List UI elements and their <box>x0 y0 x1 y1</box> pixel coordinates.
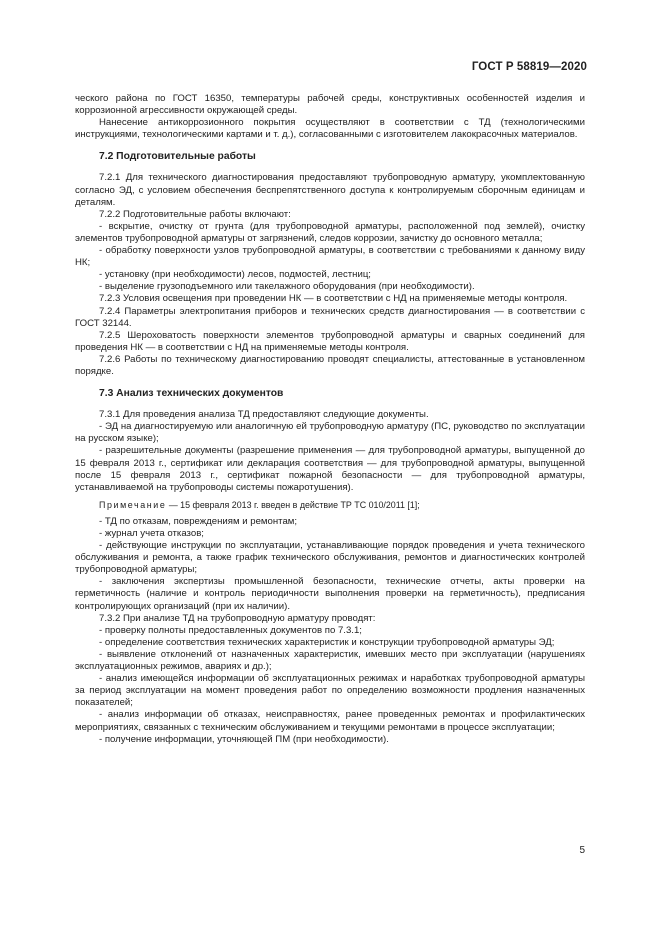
paragraph: 7.3.2 При анализе ТД на трубопроводную арматуру проводят: <box>99 612 376 624</box>
list-item: - заключения экспертизы промышленной безопасности, технические отчеты, акты проверки на герметичность (наличие и контроль периодичности выполнения проверки на герметичность), предписания контролирующих организаций (при их наличии). <box>75 576 585 612</box>
document-code: ГОСТ Р 58819—2020 <box>471 61 587 73</box>
list-item: - журнал учета отказов; <box>99 528 204 539</box>
list-item: - проверку полноты предоставленных документов по 7.3.1; <box>99 624 362 636</box>
list-item: - выделение грузоподъемного или такелажного оборудования (при необходимости). <box>99 281 475 293</box>
document-body <box>75 93 585 746</box>
list-item: - установку (при необходимости) лесов, подмостей, лестниц; <box>99 269 371 281</box>
page-number: 5 <box>579 845 585 856</box>
paragraph: 7.2.1 Для технического диагностирования предоставляют трубопроводную арматуру, укомплектованную согласно ЭД, с условием обеспечения беспрепятственного доступа к контролируемым сборочным единицам и деталям. <box>75 172 585 208</box>
paragraph: Нанесение антикоррозионного покрытия осуществляют в соответствии с ТД (технологическими инструкциями, технологическими картами и т. д.), согласованными с изготовителем лакокрасочных материалов. <box>75 117 585 141</box>
list-item: - ТД по отказам, повреждениям и ремонтам; <box>99 515 298 527</box>
paragraph: 7.2.2 Подготовительные работы включают: <box>99 208 291 220</box>
list-item: - обработку поверхности узлов трубопроводной арматуры, в соответствии с требованиями к данному виду НК; <box>75 245 585 269</box>
note-text: — 15 февраля 2013 г. введен в действие ТР ТС 010/2011 [1]; <box>166 499 420 510</box>
paragraph: 7.3.1 Для проведения анализа ТД предоставляют следующие документы. <box>99 409 429 421</box>
paragraph: 7.2.5 Шероховатость поверхности элементов трубопроводной арматуры и сварных соединений для проведения НК — в соответствии с НД на применяемые методы контроля. <box>75 329 585 353</box>
list-item: - вскрытие, очистку от грунта (для трубопроводной арматуры, расположенной под землей), очистку элементов трубопроводной арматуры от загрязнений, следов коррозии, зачистку до основного металла; <box>75 220 585 244</box>
list-item: - анализ информации об отказах, неисправностях, ранее проведенных ремонтах и профилактических мероприятиях, связанных с техническим обслуживанием и текущими ремонтами в процессе эксплуатации; <box>75 709 585 733</box>
paragraph: ческого района по ГОСТ 16350, температуры рабочей среды, конструктивных особенностей изделия и коррозионной агрессивности окружающей среды. <box>75 93 585 117</box>
list-item: - действующие инструкции по эксплуатации, устанавливающие порядок проведения и учета технического обслуживания и ремонта, а также график технического обслуживания, ремонтов и диагностических контролей трубопроводной арматуры; <box>75 540 585 576</box>
list-item: - анализ имеющейся информации об эксплуатационных режимах и наработках трубопроводной арматуры за период эксплуатации на момент проведения работ по определению возможности продления назначенных показателей; <box>75 673 585 709</box>
paragraph: 7.2.4 Параметры электропитания приборов и технических средств диагностирования — в соответствии с ГОСТ 32144. <box>75 305 585 329</box>
section-heading-7-2: 7.2 Подготовительные работы <box>99 151 256 163</box>
note-label: Примечание <box>99 499 167 510</box>
note <box>75 499 585 511</box>
list-item: - получение информации, уточняющей ПМ (при необходимости). <box>99 733 389 745</box>
paragraph: 7.2.6 Работы по техническому диагностированию проводят специалисты, аттестованные в установленном порядке. <box>75 353 585 377</box>
list-item: - ЭД на диагностируемую или аналогичную ей трубопроводную арматуру (ПС, руководство по эксплуатации на русском языке); <box>75 421 585 445</box>
list-item: - разрешительные документы (разрешение применения — для трубопроводной арматуры, выпущенной до 15 февраля 2013 г., сертификат или декларация соответствия — для трубопроводной арматуры, выпущенной после 15 февраля 2013 г., сертификат пожарной безопасности — для трубопроводной арматуры, устанавливаемой на трубопроводы системы пожаротушения). <box>75 445 585 493</box>
list-item: - определение соответствия технических характеристик и конструкции трубопроводной арматуры ЭД; <box>99 636 555 648</box>
paragraph: 7.2.3 Условия освещения при проведении НК — в соответствии с НД на применяемые методы контроля. <box>99 293 568 305</box>
section-heading-7-3: 7.3 Анализ технических документов <box>99 388 284 400</box>
list-item: - выявление отклонений от назначенных характеристик, имевших место при эксплуатации (нарушениях эксплуатационных режимов, авариях и др.); <box>75 648 585 673</box>
